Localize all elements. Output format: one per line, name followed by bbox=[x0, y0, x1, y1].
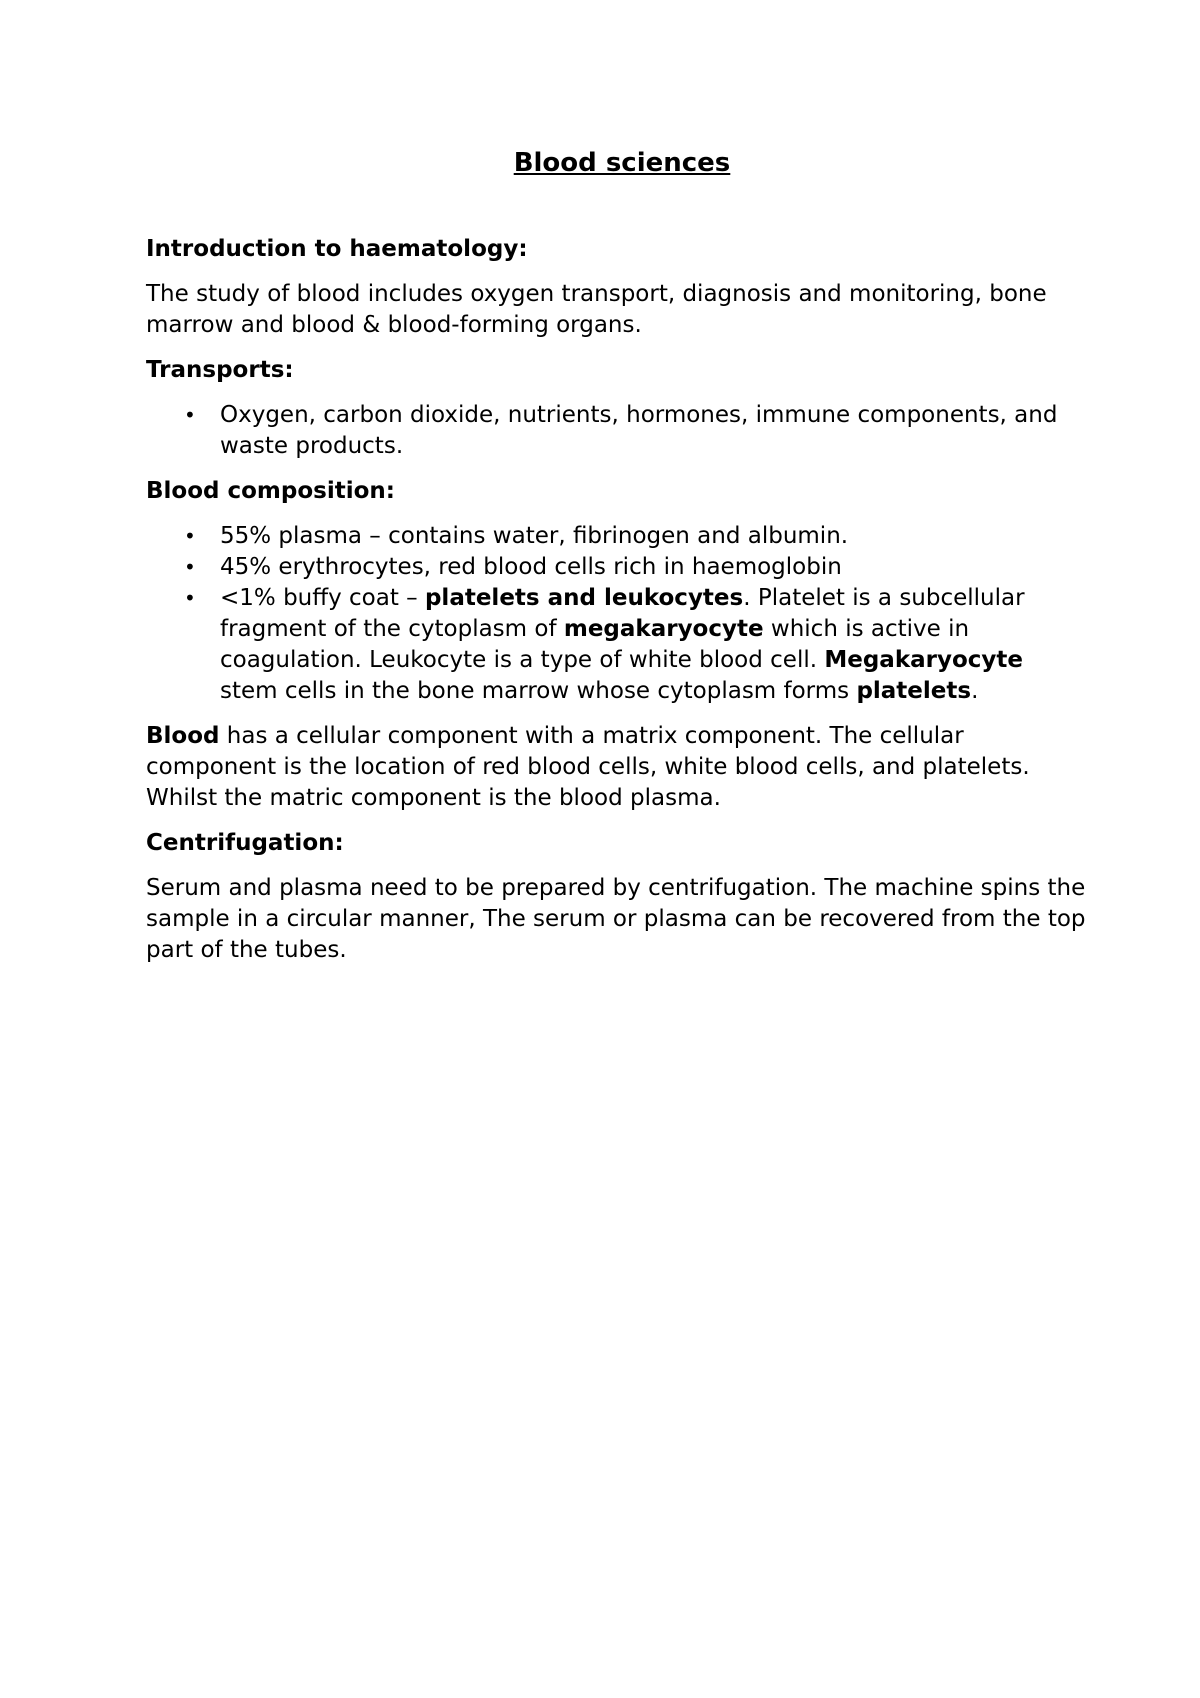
bullet-icon: • bbox=[184, 586, 196, 610]
list-item bbox=[146, 400, 1086, 462]
bullet-icon: • bbox=[184, 524, 196, 548]
centrifugation-heading: Centrifugation: bbox=[146, 830, 344, 856]
buffy-coat-bold-4: platelets bbox=[856, 678, 972, 704]
transports-heading: Transports: bbox=[146, 357, 294, 383]
document-body bbox=[146, 138, 1086, 980]
blood-paragraph bbox=[146, 721, 1086, 814]
composition-item-buffy-coat bbox=[220, 585, 1025, 704]
buffy-coat-text-2: . Platelet is a subcellular fragment of the cytoplasm of bbox=[220, 585, 1025, 642]
transports-list bbox=[146, 400, 1086, 462]
intro-heading: Introduction to haematology: bbox=[146, 236, 528, 262]
list-item bbox=[146, 552, 1086, 583]
buffy-coat-text-3: which is active in coagulation. Leukocyte is a type of white blood cell. bbox=[220, 616, 970, 673]
transports-item-text: Oxygen, carbon dioxide, nutrients, hormones, immune components, and waste products. bbox=[220, 402, 1058, 459]
composition-item-plasma: 55% plasma – contains water, fibrinogen and albumin. bbox=[220, 523, 849, 549]
bullet-icon: • bbox=[184, 403, 196, 427]
buffy-coat-text-4: stem cells in the bone marrow whose cytoplasm forms bbox=[220, 678, 857, 704]
composition-heading: Blood composition: bbox=[146, 478, 395, 504]
blood-paragraph-bold: Blood bbox=[146, 723, 220, 749]
buffy-coat-bold-3: Megakaryocyte bbox=[824, 647, 1024, 673]
buffy-coat-bold-2: megakaryocyte bbox=[563, 616, 764, 642]
buffy-coat-bold-1: platelets and leukocytes bbox=[424, 585, 744, 611]
list-item bbox=[146, 583, 1086, 707]
intro-paragraph: The study of blood includes oxygen transport, diagnosis and monitoring, bone marrow and blood & blood-forming organs. bbox=[146, 281, 1047, 338]
page-title: Blood sciences bbox=[513, 148, 731, 178]
blood-paragraph-text: has a cellular component with a matrix component. The cellular component is the location of red blood cells, white blood cells, and platelets. Whilst the matric component is the blood plasma. bbox=[146, 723, 1030, 811]
buffy-coat-text-1: <1% buffy coat – bbox=[220, 585, 425, 611]
centrifugation-paragraph: Serum and plasma need to be prepared by centrifugation. The machine spins the sample in a circular manner, The serum or plasma can be recovered from the top part of the tubes. bbox=[146, 875, 1086, 963]
composition-item-erythrocytes: 45% erythrocytes, red blood cells rich in haemoglobin bbox=[220, 554, 842, 580]
bullet-icon: • bbox=[184, 555, 196, 579]
list-item bbox=[146, 521, 1086, 552]
composition-list bbox=[146, 521, 1086, 707]
buffy-coat-text-5: . bbox=[971, 678, 979, 704]
